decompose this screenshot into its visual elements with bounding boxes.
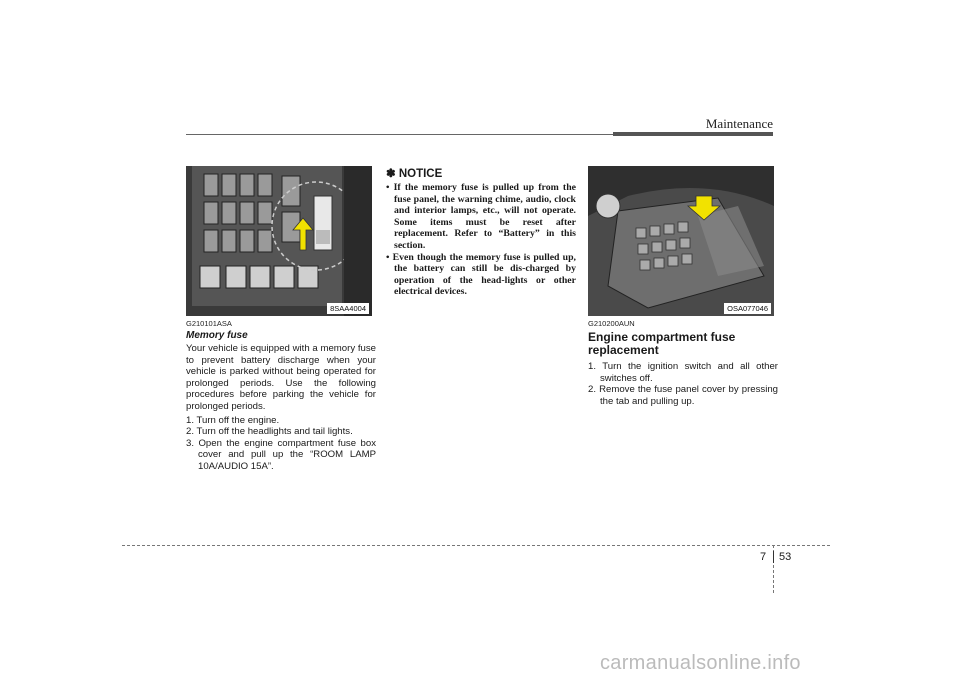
doc-code: G210101ASA bbox=[186, 319, 232, 328]
step-item: 2. Remove the fuse panel cover by pressing the tab and pulling up. bbox=[588, 384, 778, 407]
subsection-title: Memory fuse bbox=[186, 330, 248, 341]
notice-item: • Even though the memory fuse is pulled up, the battery can still be dis-charged by operation of the head-lights or other electrical devices. bbox=[386, 251, 576, 298]
step-list bbox=[186, 415, 376, 473]
notice-column bbox=[386, 166, 576, 298]
header-accent-bar bbox=[613, 132, 773, 136]
watermark: carmanualsonline.info bbox=[600, 652, 801, 674]
photo-code: OSA077046 bbox=[724, 303, 771, 314]
step-list bbox=[588, 361, 778, 407]
footer-rule bbox=[122, 545, 830, 546]
step-item: 1. Turn the ignition switch and all other switches off. bbox=[588, 361, 778, 384]
step-item: 3. Open the engine compartment fuse box cover and pull up the “ROOM LAMP 10A/AUDIO 15A”. bbox=[186, 437, 376, 472]
chapter-number: 7 bbox=[760, 551, 767, 563]
fuse-panel-photo bbox=[588, 166, 774, 316]
body-paragraph: Your vehicle is equipped with a memory fuse to prevent battery discharge when your vehicle is parked without being operated for prolonged periods. Use the following procedures before parking the vehicle for prolonged periods. bbox=[186, 343, 376, 412]
section-title: Engine compartment fuse replacement bbox=[588, 330, 736, 357]
notice-title: ✽ NOTICE bbox=[386, 168, 443, 180]
step-item: 2. Turn off the headlights and tail lights. bbox=[186, 426, 353, 438]
notice-item: • If the memory fuse is pulled up from the fuse panel, the warning chime, audio, clock and interior lamps, etc., will not operate. Some items must be reset after replacement. Refer to “Battery” in this section. bbox=[386, 182, 576, 251]
page-number-separator bbox=[773, 551, 774, 563]
photo-code: 8SAA4004 bbox=[327, 303, 369, 314]
memory-fuse-photo bbox=[186, 166, 372, 316]
section-header-title: Maintenance bbox=[705, 116, 773, 131]
left-column bbox=[186, 166, 376, 473]
page-number: 53 bbox=[779, 551, 792, 563]
notice-list bbox=[386, 182, 576, 298]
doc-code: G210200AUN bbox=[588, 319, 635, 328]
right-column bbox=[588, 166, 778, 407]
step-item: 1. Turn off the engine. bbox=[186, 414, 280, 426]
